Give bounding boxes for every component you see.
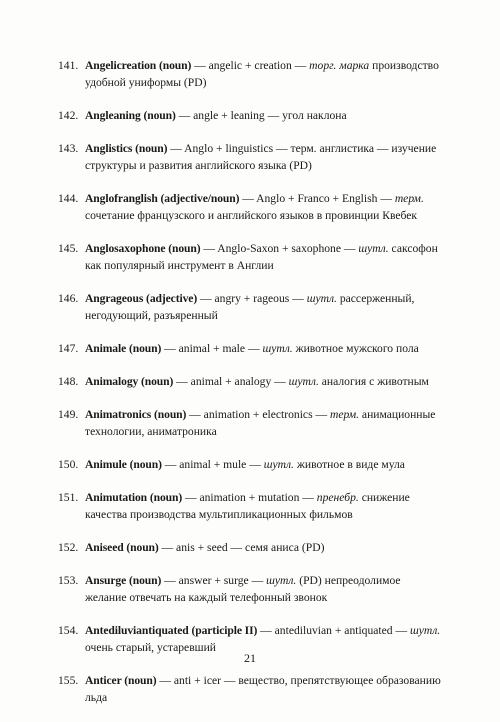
dictionary-entry xyxy=(58,107,444,124)
entry-definition: сочетание французского и английского языков в провинции Квебек xyxy=(85,209,418,222)
entry-text xyxy=(85,458,405,471)
entry-text xyxy=(85,674,441,704)
entry-definition: производство удобной униформы (PD) xyxy=(85,59,439,89)
dictionary-entry xyxy=(58,290,444,324)
entry-headword: Animale (noun) xyxy=(85,342,162,355)
dictionary-entry xyxy=(58,140,444,174)
entry-headword: Anticer (noun) xyxy=(85,674,157,687)
entry-number: 145. xyxy=(58,242,79,255)
entry-definition: — angle + leaning — угол наклона xyxy=(175,109,347,122)
entry-text xyxy=(85,142,436,172)
usage-label: торг. марка xyxy=(309,59,370,72)
entry-number: 150. xyxy=(58,458,79,471)
entry-text xyxy=(85,242,438,272)
entry-number: 148. xyxy=(58,375,79,388)
dictionary-entry xyxy=(58,190,444,224)
dictionary-entry xyxy=(58,489,444,523)
dictionary-entry xyxy=(58,539,444,556)
entry-number: 153. xyxy=(58,574,79,587)
entry-number: 146. xyxy=(58,292,79,305)
entry-text xyxy=(85,292,414,322)
entry-definition: саксофон как популярный инструмент в Англии xyxy=(85,242,438,272)
usage-label: шутл. xyxy=(409,624,441,637)
entry-number: 154. xyxy=(58,624,79,637)
entry-number: 143. xyxy=(58,142,79,155)
entry-headword: Anglosaxophone (noun) xyxy=(85,242,201,255)
entry-number: 155. xyxy=(58,674,79,687)
entry-text xyxy=(85,574,401,604)
entry-headword: Anglistics (noun) xyxy=(85,142,168,155)
entry-definition: — animation + electronics — xyxy=(186,408,330,421)
entry-definition: — antediluvian + antiquated — xyxy=(257,624,410,637)
entry-text xyxy=(85,109,347,122)
usage-label: шутл. xyxy=(288,375,319,388)
usage-label: шутл. xyxy=(266,574,297,587)
entry-number: 147. xyxy=(58,342,79,355)
entry-definition: анимационные технологии, аниматроника xyxy=(85,408,436,438)
entry-text xyxy=(85,375,429,388)
entry-headword: Aniseed (noun) xyxy=(85,541,159,554)
entry-definition: животное в виде мула xyxy=(293,458,405,471)
dictionary-entry xyxy=(58,572,444,606)
entry-headword: Animule (noun) xyxy=(85,458,162,471)
entry-definition: — answer + surge — xyxy=(161,574,267,587)
dictionary-entry xyxy=(58,240,444,274)
usage-label: пренебр. xyxy=(316,491,359,504)
entry-definition: — angry + rageous — xyxy=(197,292,307,305)
entry-definition: — anis + seed — семя аниса (PD) xyxy=(158,541,325,554)
usage-label: шутл. xyxy=(263,458,294,471)
page-number: 21 xyxy=(244,651,256,665)
entry-definition: снижение качества производства мультипликационных фильмов xyxy=(85,491,410,521)
entry-text xyxy=(85,408,435,438)
entry-number: 151. xyxy=(58,491,79,504)
entry-number: 144. xyxy=(58,192,79,205)
usage-label: шутл. xyxy=(306,292,337,305)
entry-definition: — angelic + creation — xyxy=(191,59,310,72)
entry-definition: — anti + icer — вещество, препятствующее образованию льда xyxy=(85,674,441,704)
entry-text xyxy=(85,59,439,89)
entry-definition: (PD) непреодолимое желание отвечать на каждый телефонный звонок xyxy=(85,574,401,604)
entry-definition: животное мужского пола xyxy=(292,342,419,355)
usage-label: шутл. xyxy=(262,342,293,355)
dictionary-entry xyxy=(58,406,444,440)
entry-headword: Angrageous (adjective) xyxy=(85,292,198,305)
entry-definition: — Anglo + Franco + English — xyxy=(239,192,395,205)
entry-headword: Angelicreation (noun) xyxy=(85,59,192,72)
entry-definition: рассерженный, негодующий, разъяренный xyxy=(85,292,415,322)
dictionary-entry xyxy=(58,57,444,91)
usage-label: терм. xyxy=(394,192,424,205)
entry-headword: Ansurge (noun) xyxy=(85,574,162,587)
dictionary-entry xyxy=(58,456,444,473)
entry-number: 142. xyxy=(58,109,79,122)
entry-text xyxy=(85,624,440,654)
dictionary-entry xyxy=(58,373,444,390)
dictionary-entry xyxy=(58,672,444,706)
entry-definition: — animal + analogy — xyxy=(173,375,289,388)
entry-headword: Animalogy (noun) xyxy=(85,375,174,388)
entry-definition: очень старый, устаревший xyxy=(85,641,217,654)
entry-definition: — animation + mutation — xyxy=(182,491,317,504)
entry-number: 149. xyxy=(58,408,79,421)
entry-number: 152. xyxy=(58,541,79,554)
entry-headword: Antediluviantiquated (participle II) xyxy=(85,624,258,637)
entry-definition: — animal + male — xyxy=(161,342,263,355)
entry-headword: Animatronics (noun) xyxy=(85,408,187,421)
entry-definition: аналогия с животным xyxy=(318,375,429,388)
entry-headword: Angleaning (noun) xyxy=(85,109,176,122)
entry-headword: Anglofranglish (adjective/noun) xyxy=(85,192,240,205)
dictionary-entry xyxy=(58,340,444,357)
entry-headword: Animutation (noun) xyxy=(85,491,183,504)
entry-definition: — Anglo-Saxon + saxophone — xyxy=(200,242,359,255)
entry-text xyxy=(85,491,410,521)
entry-definition: — Anglo + linguistics — терм. англистика — изучение структуры и развития английского языка (PD) xyxy=(85,142,437,172)
usage-label: шутл. xyxy=(358,242,389,255)
entry-number: 141. xyxy=(58,59,79,72)
entry-text xyxy=(85,342,419,355)
entry-text xyxy=(85,192,424,222)
dictionary-entry-list xyxy=(58,57,444,722)
entry-text xyxy=(85,541,324,554)
usage-label: терм. xyxy=(329,408,360,421)
entry-definition: — animal + mule — xyxy=(161,458,264,471)
